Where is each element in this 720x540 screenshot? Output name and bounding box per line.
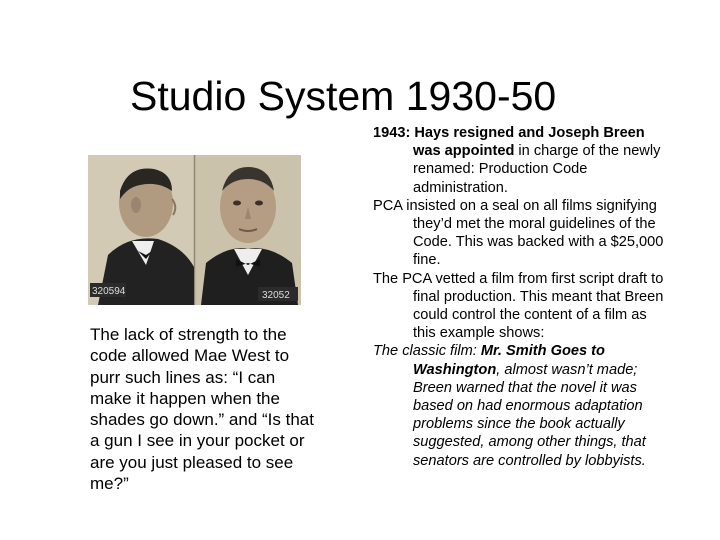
paragraph-1943-bold: 1943: Hays resigned and Joseph Breen was appointed xyxy=(373,125,645,160)
photo-number-left: 320594 xyxy=(92,286,126,297)
paragraph-pca-seal: PCA insisted on a seal on all films signifying they’d met the moral guidelines of the Code. This was backed with a $25,000 fine. xyxy=(373,197,664,269)
photo-caption: The lack of strength to the code allowed Mae West to purr such lines as: “I can make it happen when the shades go down.” and “Is that a gun I see in your pocket or are you just pleased to see me?” xyxy=(90,325,314,494)
paragraph-classic-film-rest: , almost wasn’t made; Breen warned that the novel it was based on had enormous adaptation problems since the book actually suggested, among other things, that senators are controlled by lobbyists. xyxy=(413,361,646,469)
paragraph-1943 xyxy=(373,124,673,197)
right-text-column xyxy=(373,124,673,470)
film-title: Mr. Smith Goes to Washington xyxy=(413,343,605,378)
paragraph-classic-film-pre: The classic film: xyxy=(373,343,481,360)
photo-number-right: 32052 xyxy=(262,290,290,301)
paragraph-pca-vetted: The PCA vetted a film from first script draft to final production. This meant that Breen could control the content of a film as this example shows: xyxy=(373,270,664,342)
paragraph-classic-film xyxy=(373,342,673,469)
paragraph-1943-rest: in charge of the newly renamed: Production Code administration. xyxy=(413,143,661,196)
mugshot-photo xyxy=(88,155,301,305)
slide-title: Studio System 1930-50 xyxy=(130,73,557,119)
